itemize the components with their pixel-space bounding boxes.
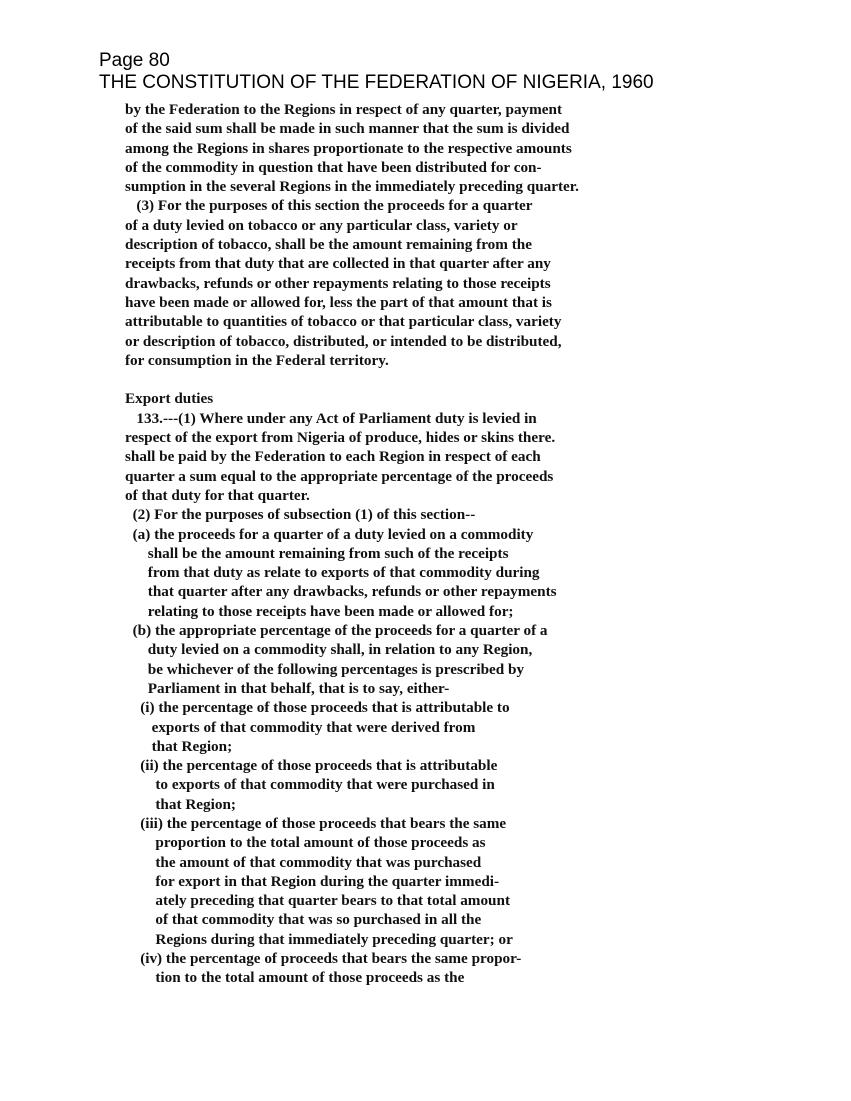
page-number: Page 80 [99, 50, 170, 71]
text-line: (3) For the purposes of this section the proceeds for a quarter [125, 197, 533, 215]
text-line: proportion to the total amount of those proceeds as [125, 834, 486, 852]
text-line: of that duty for that quarter. [125, 486, 310, 504]
text-line: (2) For the purposes of subsection (1) of this section-- [125, 506, 476, 524]
page-header [99, 50, 654, 94]
text-line: exports of that commodity that were derived from [125, 718, 476, 736]
text-line: description of tobacco, shall be the amount remaining from the [125, 236, 532, 254]
text-line: (iii) the percentage of those proceeds that bears the same [125, 814, 507, 832]
text-line: Regions during that immediately preceding quarter; or [125, 930, 513, 948]
text-line: of a duty levied on tobacco or any particular class, variety or [125, 216, 518, 234]
text-line: among the Regions in shares proportionate to the respective amounts [125, 139, 572, 157]
text-line: shall be paid by the Federation to each Region in respect of each [125, 448, 541, 466]
text-line: by the Federation to the Regions in respect of any quarter, payment [125, 101, 563, 118]
text-line: duty levied on a commodity shall, in relation to any Region, [125, 641, 533, 659]
text-line: (b) the appropriate percentage of the proceeds for a quarter of a [125, 622, 548, 640]
text-line: (i) the percentage of those proceeds that is attributable to [125, 699, 510, 717]
text-line: (iv) the percentage of proceeds that bears the same propor- [125, 950, 522, 968]
text-line: that Region; [125, 795, 236, 813]
text-line: shall be the amount remaining from such of the receipts [125, 544, 509, 562]
document-body [125, 100, 685, 988]
text-line: relating to those receipts have been made or allowed for; [125, 602, 514, 620]
text-line: of that commodity that was so purchased in all the [125, 911, 482, 929]
text-line: that Region; [125, 737, 233, 755]
paragraph-gap [125, 370, 685, 389]
text-line: tion to the total amount of those proceeds as the [125, 969, 465, 987]
text-line: quarter a sum equal to the appropriate percentage of the proceeds [125, 467, 554, 485]
text-line: or description of tobacco, distributed, or intended to be distributed, [125, 332, 562, 350]
text-line: that quarter after any drawbacks, refunds or other repayments [125, 583, 557, 601]
text-line: (ii) the percentage of those proceeds that is attributable [125, 757, 498, 775]
text-line: for export in that Region during the quarter immedi- [125, 872, 500, 890]
text-line: sumption in the several Regions in the immediately preceding quarter. [125, 178, 579, 196]
section-heading: Export duties [125, 390, 214, 408]
text-line: 133.---(1) Where under any Act of Parliament duty is levied in [125, 409, 537, 427]
text-line: of the said sum shall be made in such manner that the sum is divided [125, 120, 570, 138]
text-line: to exports of that commodity that were purchased in [125, 776, 495, 794]
document-title: THE CONSTITUTION OF THE FEDERATION OF NIGERIA, 1960 [99, 72, 654, 93]
text-line: have been made or allowed for, less the part of that amount that is [125, 293, 552, 311]
text-line: drawbacks, refunds or other repayments relating to those receipts [125, 274, 551, 292]
text-line: for consumption in the Federal territory. [125, 351, 389, 369]
text-line: the amount of that commodity that was purchased [125, 853, 482, 871]
text-line: from that duty as relate to exports of that commodity during [125, 564, 540, 582]
text-line: ately preceding that quarter bears to that total amount [125, 892, 510, 910]
text-line: of the commodity in question that have been distributed for con- [125, 158, 542, 176]
text-line: respect of the export from Nigeria of produce, hides or skins there. [125, 429, 556, 447]
text-line: Parliament in that behalf, that is to say, either- [125, 679, 450, 697]
text-line: be whichever of the following percentages is prescribed by [125, 660, 525, 678]
text-line: receipts from that duty that are collected in that quarter after any [125, 255, 551, 273]
text-line: (a) the proceeds for a quarter of a duty levied on a commodity [125, 525, 534, 543]
text-line: attributable to quantities of tobacco or that particular class, variety [125, 313, 562, 331]
